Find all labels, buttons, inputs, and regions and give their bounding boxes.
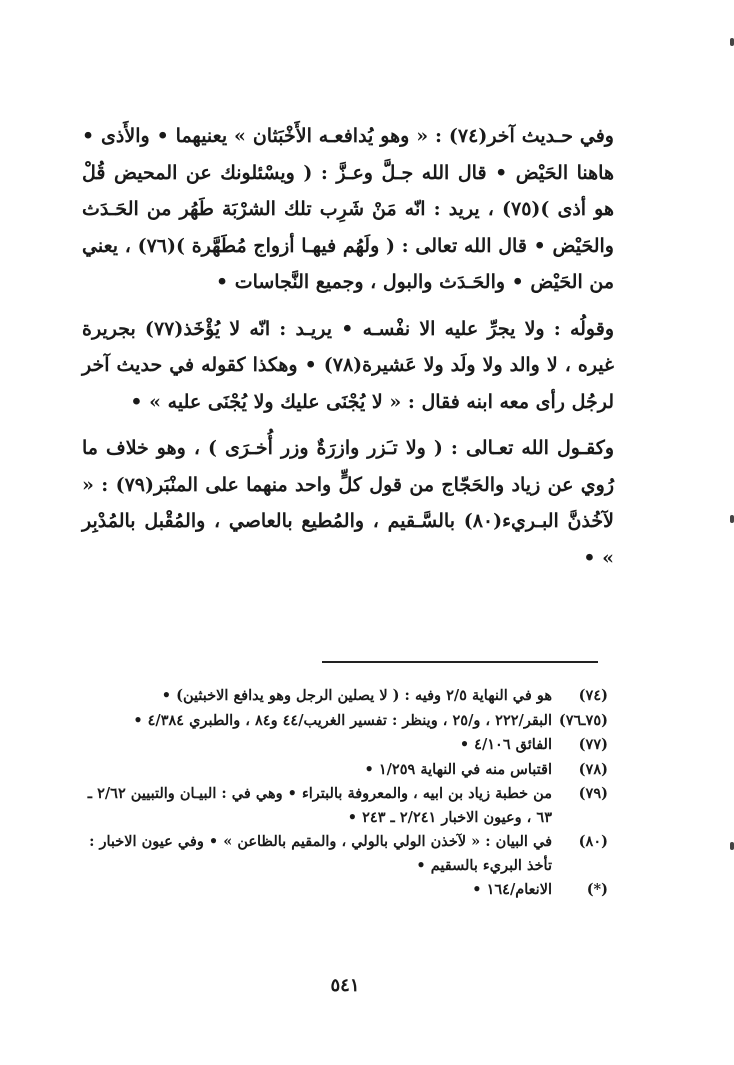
page-number: ٥٤١ (330, 975, 360, 996)
footnote (82, 782, 608, 829)
footnote-number: (٧٧) (578, 736, 608, 753)
footnote (82, 878, 608, 902)
footnote (82, 709, 608, 733)
footnote-number: (٧٥ـ٧٦) (558, 711, 608, 729)
footnote-number: (٧٤) (578, 687, 608, 704)
footnote-text: في البيان : « لآخذن الولي بالولي ، والمقيم بالظاعن » • وفي عيون الاخبار : تأخذ البريء بالسقيم • (89, 833, 552, 874)
paragraph: وقولُه : ولا يجرِّ عليه الا نفْسـه • يريـد : انّه لا يُؤْخَذ(٧٧) بجريرة غيره ، لا والد ولا ولَد ولا عَشيرة(٧٨) • وهكذا كقوله في حديث آخر لرجُل رأى معه ابنه فقال : « لا يُجْنَى عليك ولا يُجْنَى عليه » • (82, 317, 614, 413)
footnote-number: (٨٠) (578, 833, 608, 850)
footnote-text: البقر/٢٢٢ ، و/٢٥ ، وينظر : تفسير الغريب/٤٤ و٨٤ ، والطبري ٤/٣٨٤ • (133, 711, 552, 729)
footnote-divider (322, 661, 598, 663)
edge-mark (730, 38, 734, 46)
footnote-number: (*) (586, 881, 608, 898)
footnote-text: الانعام/١٦٤ • (472, 881, 552, 898)
edge-mark (730, 515, 734, 523)
footnote-text: الفائق ٤/١٠٦ • (459, 736, 552, 753)
footnote-number: (٧٩) (578, 785, 608, 802)
edge-mark (730, 842, 734, 850)
footnote (82, 830, 608, 877)
footnote-text: هو في النهاية ٢/٥ وفيه : ( لا يصلين الرجل وهو يدافع الاخبثين) • (161, 687, 552, 704)
paragraph: وفي حـديث آخر(٧٤) : « وهو يُدافعـه الأَخْبَثان » يعنيهما • والأَذى • هاهنا الحَيْض • قال الله جـلَّ وعـزَّ : ( ويسْئلونك عن المحيض قُلْ هو أذى )(٧٥) ، يريد : انّه مَنْ شَرِب تلك الشرْبَة طَهُر من الحَـدَث والحَيْض • قال الله تعالى : ( ولَهُم فيهـا أزواج مُطَهَّرة )(٧٦) ، يعني من الحَيْض • والحَـدَث والبول ، وجميع النَّجاسات • (82, 125, 614, 293)
footnote (82, 758, 608, 782)
footnote-number: (٧٨) (578, 760, 608, 778)
footnote-text: من خطبة زياد بن ابيه ، والمعروفة بالبتراء • وهي في : البيـان والتبيين ٢/٦٢ ـ ٦٣ ، وعيون الاخبار ٢/٢٤١ ـ ٢٤٣ • (87, 785, 552, 826)
footnote (82, 733, 608, 757)
paragraph: وكقـول الله تعـالى : ( ولا تـَزر وازرَةٌ وزر أُخـرَى ) ، وهو خلاف ما رُوي عن زياد والحَجّاج من قول كلٍّ واحد منهما على المنْبَر(٧٩) : « لآخُذنَّ البـريء(٨٠) بالسَّـقيم ، والمُطيع بالعاصي ، والمُقْبل بالمُدْبِر » • (82, 437, 615, 569)
footnotes (82, 684, 608, 903)
footnote-text: اقتباس منه في النهاية ١/٢٥٩ • (364, 760, 552, 778)
footnote (82, 684, 608, 708)
main-text (82, 118, 614, 586)
